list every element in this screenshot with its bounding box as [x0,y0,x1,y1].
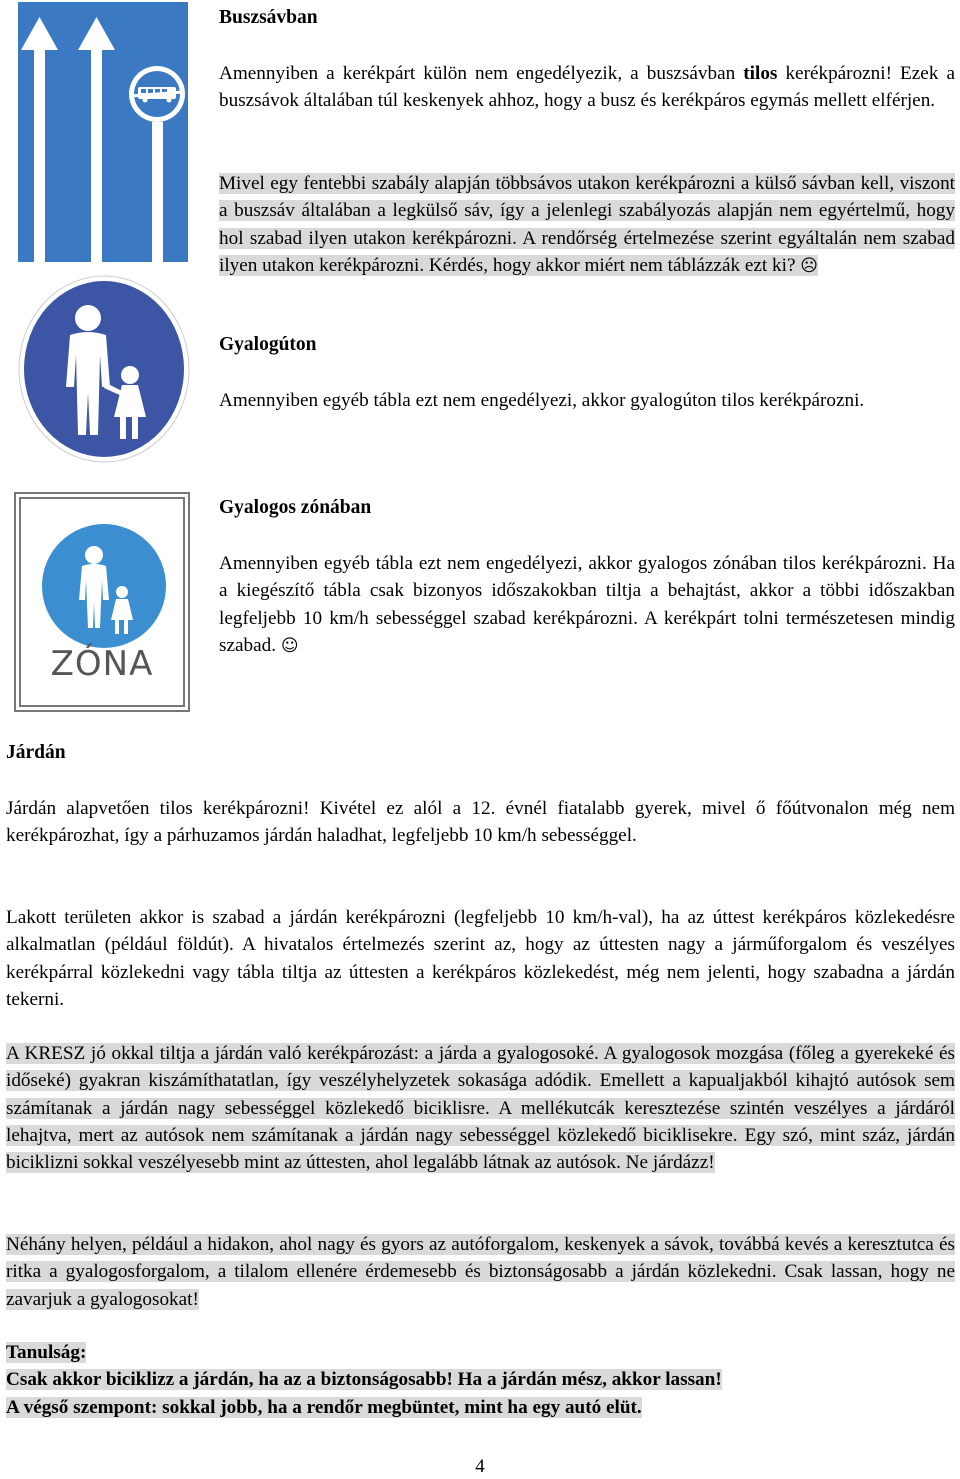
heading-footpath: Gyalogúton [219,334,317,355]
bus-lane-paragraph-1 [219,60,955,115]
zone-text: Amennyiben egyéb tábla ezt nem engedélyezi, akkor gyalogos zónában tilos kerékpározni. Ha a kiegészítő tábla csak bizonyos időszakokban tiltja a behajtást, akkor a többi időszakban legfeljebb 10 km/h sebességgel szabad kerékpározni. A kerékpárt tolni természetesen mindig szabad. [219,553,955,656]
bus-paragraph-text: Mivel egy fentebbi szabály alapján többsávos utakon kerékpározni a külső sávban kell, viszont a buszsáv általában a legkülső sáv, így a jelenlegi szabályozás alapján nem egyértelmű, hogy hol szabad ilyen utakon kerékpározni. A rendőrség értelmezése szerint egyáltalán nem szabad ilyen utakon kerékpározni. Kérdés, hogy akkor miért nem táblázzák ezt ki? [219,173,955,276]
lesson-line-1: Csak akkor biciklizz a járdán, ha az a biztonságosabb! Ha a járdán mész, akkor lassan! [6,1369,722,1391]
footpath-paragraph: Amennyiben egyéb tábla ezt nem engedélyezi, akkor gyalogúton tilos kerékpározni. [219,390,865,411]
sidewalk-paragraph-1: Járdán alapvetően tilos kerékpározni! Kivétel ez alól a 12. évnél fiatalabb gyerek, mivel ő főútvonalon még nem kerékpározhat, így a párhuzamos járdán haladhat, legfeljebb 10 km/h sebességgel. [6,798,955,847]
bus-text-a: Amennyiben a kerékpárt külön nem engedélyezik, a buszsávban [219,63,744,84]
bus-text-tilos: tilos [743,63,778,84]
heading-pedestrian-zone: Gyalogos zónában [219,497,372,518]
bus-text-highlight [219,173,955,276]
sidewalk-paragraph-3-text: A KRESZ jó okkal tiltja a járdán való kerékpározást: a járda a gyalogosoké. A gyalogosok mozgása (főleg a gyerekeké és időseké) gyakran kiszámíthatatlan, így veszélyhelyzetek sokasága adódik. Emellett a kapualjakból kihajtó autósok sem számítanak a járdán nagy sebességgel közlekedő biciklisre. A mellékutcák keresztezése szintén veszélyes a járdáról lehajtva, mert az autósok nem számítanak a járdán nagy sebességgel közlekedő biciklisekre. Egy szó, mint száz, járdán biciklizni sokkal veszélyesebb mint az úttesten, ahol legalább látnak az autósok. Ne járdázz! [6,1043,955,1174]
pedestrian-path-sign [18,275,190,463]
sidewalk-paragraph-2: Lakott területen akkor is szabad a járdán kerékpározni (legfeljebb 10 km/h-val), ha az úttest kerékpáros közlekedésre alkalmatlan (például földút). A hivatalos értelmezés szerint az, hogy az úttesten nagy a járműforgalom és veszélyes kerékpárral közlekedni vagy tábla tiltja az úttesten a kerékpáros közlekedést, még nem jelenti, hogy szabadna a járdán tekerni. [6,907,955,1010]
page-number: 4 [475,1456,485,1477]
heading-sidewalk: Járdán [6,742,66,763]
bus-lane-paragraph-2 [219,170,955,280]
zone-label: ZÓNA [50,644,154,684]
lesson-line-2: A végső szempont: sokkal jobb, ha a rendőr megbüntet, mint ha egy autó elüt. [6,1396,642,1418]
sidewalk-paragraph-4 [6,1231,955,1313]
pedestrian-zone-sign [14,492,190,712]
bus-text-c: kerékpározni! Ezek a buszsávok általában túl keskenyek ahhoz, hogy a busz és kerékpáros egymás mellett elférjen. [219,63,955,112]
sidewalk-paragraph-4-text: Néhány helyen, például a hidakon, ahol nagy és gyors az autóforgalom, keskenyek a sávok, továbbá kevés a keresztutca és ritka a gyalogosforgalom, a tilalom ellenére érdemesebb és biztonságosabb a járdán közlekedni. Csak lassan, hogy ne zavarjuk a gyalogosokat! [6,1234,955,1310]
lesson-label: Tanulság: [6,1342,87,1363]
smile-face-icon: ☺ [280,635,299,656]
bus-lane-sign [18,2,188,262]
heading-bus-lane: Buszsávban [219,7,318,28]
sad-face-icon: ☹ [800,255,818,276]
pedestrian-zone-paragraph [219,550,955,660]
lesson-block [6,1339,955,1421]
sidewalk-paragraph-3 [6,1040,955,1176]
